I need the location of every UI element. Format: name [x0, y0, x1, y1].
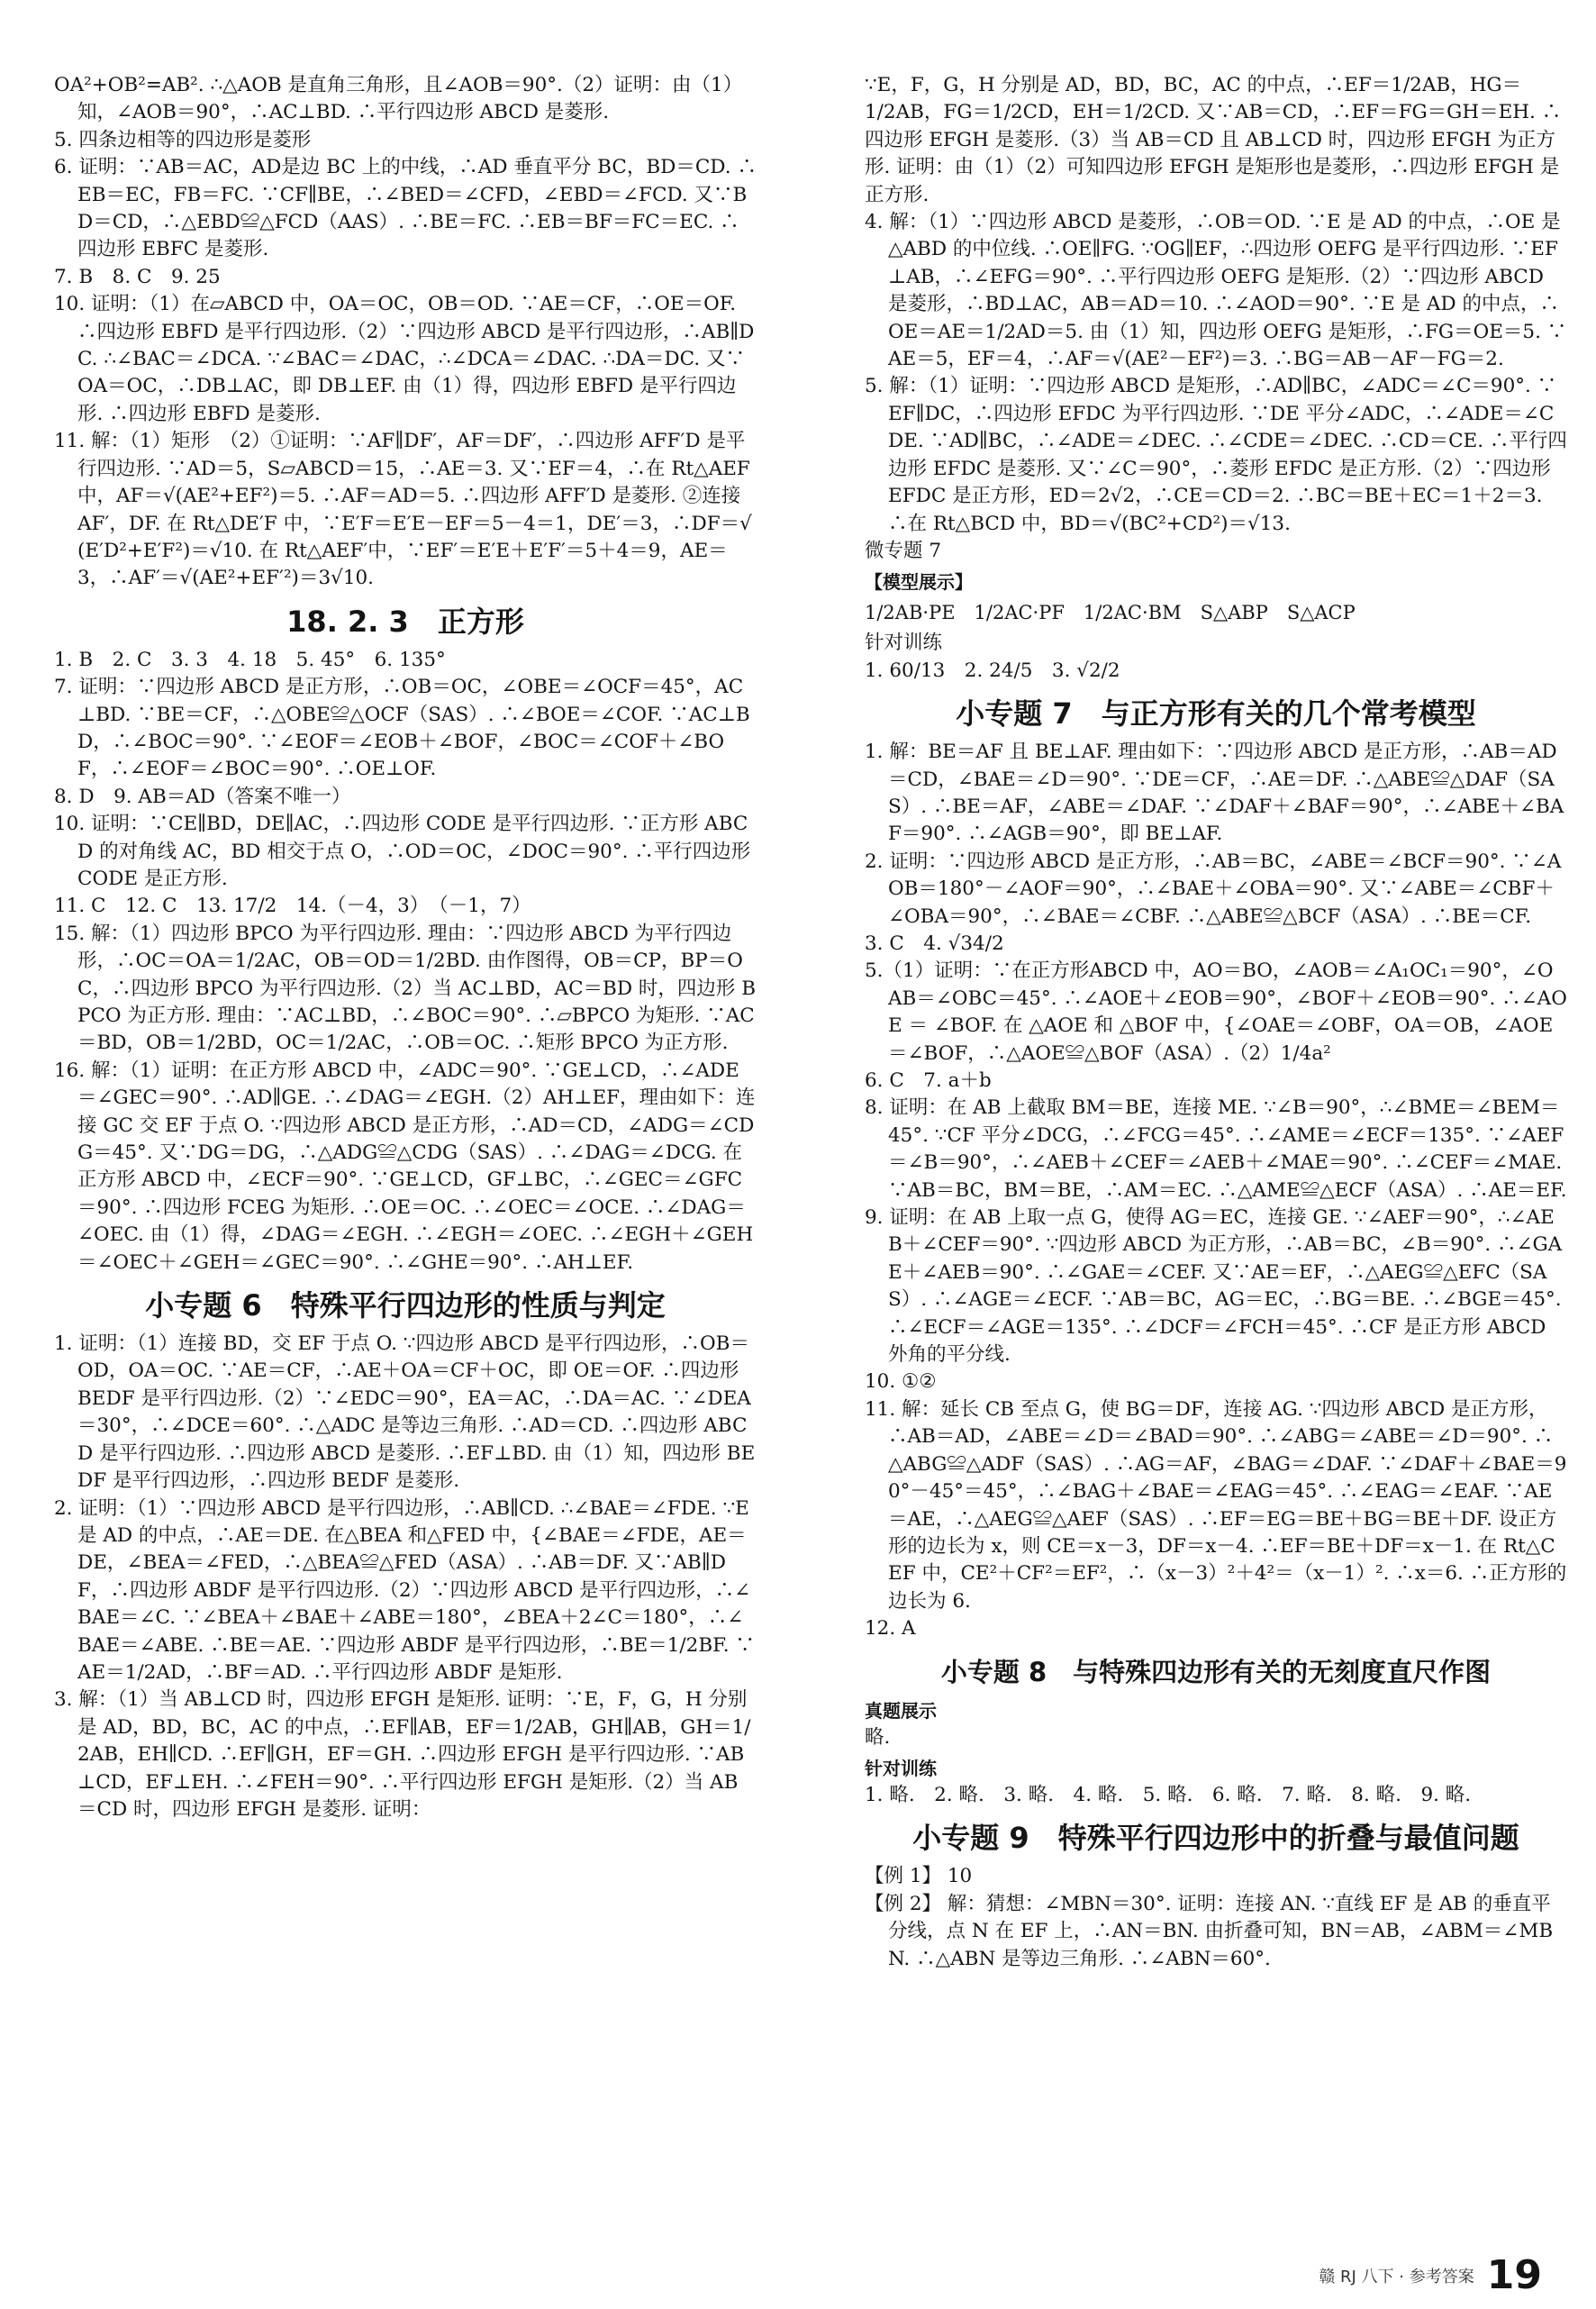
answer-item: OA²+OB²=AB². ∴△AOB 是直角三角形，且∠AOB＝90°.（2）证明：由（1）知，∠AOB＝90°，∴AC⊥BD. ∴平行四边形 ABCD 是菱形.: [54, 74, 743, 124]
answer-item: 【例 1】 10: [865, 1865, 973, 1888]
answer-item: 9. 证明：在 AB 上取一点 G，使得 AG＝EC，连接 GE. ∵∠AEF＝90°，∴∠AEB＋∠CEF＝90°. ∵四边形 ABCD 为正方形，∴AB＝BC，∠B＝90°. ∴∠GAE＋∠AEB＝90°. ∴∠GAE＝∠CEF. 又∵AE＝EF，∴△AEG≌△EFC（SAS）. ∴∠AGE＝∠ECF. ∵AB＝BC，AG＝EC，∴BG＝BE. ∴∠BGE＝45°. ∴∠ECF＝∠AGE＝135°. ∴∠DCF＝∠FCH＝45°. ∴CF 是正方形 ABCD 外角的平分线.: [865, 1206, 1568, 1367]
answer-item: 1. 60/13 2. 24/5 3. √2/2: [865, 659, 1120, 682]
answer-item: 5.（1）证明：∵在正方形ABCD 中，AO＝BO，∠AOB＝∠A₁OC₁＝90°，∠OAB＝∠OBC＝45°. ∴∠AOE＋∠EOB＝90°，∠BOF＋∠EOB＝90°. ∴∠AOE ＝ ∠BOF. 在 △AOE 和 △BOF 中，{∠OAE＝∠OBF，OA＝OB，∠AOE＝∠BOF，∴△AOE≌△BOF（ASA）.（2）1/4a²: [865, 959, 1567, 1065]
answer-item: 15. 解：（1）四边形 BPCO 为平行四边形. 理由：∵四边形 ABCD 为平行四边形，∴OC＝OA＝1/2AC，OB＝OD＝1/2BD. 由作图得，OB＝CP，BP＝OC，∴四边形 BPCO 为平行四边形.（2）当 AC⊥BD，AC＝BD 时，四边形 BPCO 为正方形. 理由：∵AC⊥BD，∴∠BOC＝90°. ∴▱BPCO 为矩形. ∵AC＝BD，OB＝1/2BD，OC＝1/2AC，∴OB＝OC. ∴矩形 BPCO 为正方形.: [54, 922, 757, 1055]
left-column: [54, 72, 757, 1823]
answer-item: 11. 解：延长 CB 至点 G，使 BG＝DF，连接 AG. ∵四边形 ABCD 是正方形，∴AB＝AD，∠ABE＝∠D＝∠BAD＝90°. ∴∠ABG＝∠ABE＝∠D＝90°. ∴△ABG≌△ADF（SAS）. ∴AG＝AF，∠BAG＝∠DAF. ∵∠DAF＋∠BAE＝90°－45°＝45°，∴∠BAG＋∠BAE＝∠EAG＝45°. ∴∠EAG＝∠EAF. ∵AE＝AE，∴△AEG≌△AEF（SAS）. ∴EF＝EG＝BE＋BG＝BE＋DF. 设正方形的边长为 x，则 CE＝x－3，DF＝x－4. ∴EF＝BE＋DF＝x－1. 在 Rt△CEF 中，CE²＋CF²＝EF²，∴（x－3）²＋4²＝（x－1）². ∴x＝6. ∴正方形的边长为 6.: [865, 1397, 1567, 1613]
section-heading: 小专题 6 特殊平行四边形的性质与判定: [145, 1288, 666, 1323]
text-paragraph: 微专题 7: [865, 539, 942, 562]
section-heading: 小专题 7 与正方形有关的几个常考模型: [956, 696, 1476, 732]
page-number: 19: [1486, 2252, 1542, 2298]
answer-item: 7. B 8. C 9. 25: [54, 265, 221, 288]
section-heading: 18. 2. 3 正方形: [286, 604, 524, 639]
answer-item: 10. ①②: [865, 1370, 937, 1394]
answer-item: 16. 解：（1）证明：在正方形 ABCD 中，∠ADC＝90°. ∵GE⊥CD，∴∠ADE＝∠GEC＝90°. ∴AD∥GE. ∴∠DAG＝∠EGH.（2）AH⊥EF，理由如下：连接 GC 交 EF 于点 O. ∵四边形 ABCD 是正方形，∴AD＝CD，∠ADG＝∠CDG＝45°. 又∵DG＝DG，∴△ADG≌△CDG（SAS）. ∴∠DAG＝∠DCG. 在正方形 ABCD 中，∠ECF＝90°. ∵GE⊥CD，GF⊥BC，∴∠GEC＝∠GFC＝90°. ∴四边形 FCEG 为矩形. ∴OE＝OC. ∴∠OEC＝∠OCE. ∴∠DAG＝∠OEC. 由（1）得，∠DAG＝∠EGH. ∴∠EGH＝∠OEC. ∴∠EGH＋∠GEH＝∠OEC＋∠GEH＝∠GEC＝90°. ∴∠GHE＝90°. ∴AH⊥EF.: [54, 1059, 756, 1274]
right-column: [865, 72, 1567, 1973]
footer-label: 赣 RJ 八下 · 参考答案: [1319, 2267, 1474, 2286]
answer-item: 1. B 2. C 3. 3 4. 18 5. 45° 6. 135°: [54, 648, 446, 671]
answer-item: 10. 证明：（1）在▱ABCD 中，OA＝OC，OB＝OD. ∵AE＝CF，∴OE＝OF. ∴四边形 EBFD 是平行四边形.（2）∵四边形 ABCD 是平行四边形，∴AB∥DC. ∴∠BAC＝∠DCA. ∵∠BAC＝∠DAC，∴∠DCA＝∠DAC. ∴DA＝DC. 又∵OA＝OC，∴DB⊥AC，即 DB⊥EF. 由（1）得，四边形 EBFD 是平行四边形. ∴四边形 EBFD 是菱形.: [54, 293, 755, 425]
answer-item: 11. C 12. C 13. 17/2 14.（－4，3） （－1，7）: [54, 895, 531, 918]
answer-item: 12. A: [865, 1617, 916, 1641]
answer-item: 4. 解：（1）∵四边形 ABCD 是菱形，∴OB＝OD. ∵E 是 AD 的中点，∴OE 是△ABD 的中位线. ∴OE∥FG. ∵OG∥EF，∴四边形 OEFG 是平行四边形. ∵EF⊥AB，∴∠EFG＝90°. ∴平行四边形 OEFG 是矩形.（2）∵四边形 ABCD 是菱形，∴BD⊥AC，AB＝AD＝10. ∴∠AOD＝90°. ∵E 是 AD 的中点，∴OE＝AE＝1/2AD＝5. 由（1）知，四边形 OEFG 是矩形，∴FG＝OE＝5. ∵AE＝5，EF＝4，∴AF＝√(AE²－EF²)＝3. ∴BG＝AB－AF－FG＝2.: [865, 211, 1567, 371]
answer-item: 5. 解：（1）证明：∵四边形 ABCD 是矩形，∴AD∥BC，∠ADC＝∠C＝90°. ∵EF∥DC，∴四边形 EFDC 为平行四边形. ∵DE 平分∠ADC，∴∠ADE＝∠CDE. ∵AD∥BC，∴∠ADE＝∠DEC. ∴∠CDE＝∠DEC. ∴CD＝CE. ∴平行四边形 EFDC 是菱形. 又∵∠C＝90°，∴菱形 EFDC 是正方形.（2）∵四边形 EFDC 是正方形，ED＝2√2，∴CE＝CD＝2. ∴BC＝BE＋EC＝1＋2＝3. ∴在 Rt△BCD 中，BD＝√(BC²+CD²)＝√13.: [865, 375, 1567, 535]
page-footer: [1319, 2252, 1542, 2298]
text-paragraph: 略.: [865, 1725, 891, 1749]
answer-item: 2. 证明：∵四边形 ABCD 是正方形，∴AB＝BC，∠ABE＝∠BCF＝90°. ∵∠AOB＝180°－∠AOF＝90°，∴∠BAE＋∠OBA＝90°. 又∵∠ABE＝∠CBF＋∠OBA＝90°，∴∠BAE＝∠CBF. ∴△ABE≌△BCF（ASA）. ∴BE＝CF.: [865, 850, 1562, 928]
answer-item: 5. 四条边相等的四边形是菱形: [54, 128, 312, 151]
subsection-label: 真题展示: [865, 1699, 937, 1722]
answer-item: 10. 证明：∵CE∥BD，DE∥AC，∴四边形 CODE 是平行四边形. ∵正方形 ABCD 的对角线 AC，BD 相交于点 O，∴OD＝OC，∠DOC＝90°. ∴平行四边形 CODE 是正方形.: [54, 813, 757, 890]
answer-item: 8. D 9. AB＝AD（答案不唯一）: [54, 785, 351, 808]
section-heading: 小专题 8 与特殊四边形有关的无刻度直尺作图: [940, 1656, 1492, 1687]
answer-item: 8. 证明：在 AB 上截取 BM＝BE，连接 ME. ∵∠B＝90°，∴∠BME＝∠BEM＝45°. ∵CF 平分∠DCG，∴∠FCG＝45°. ∴∠AME＝∠ECF＝135°. ∵∠AEF＝∠B＝90°，∴∠AEB＋∠CEF＝∠AEB＋∠MAE＝90°. ∴∠CEF＝∠MAE. ∵AB＝BC，BM＝BE，∴AM＝EC. ∴△AME≌△ECF（ASA）. ∴AE＝EF.: [865, 1096, 1569, 1202]
answer-item: 2. 证明：（1）∵四边形 ABCD 是平行四边形，∴AB∥CD. ∴∠BAE＝∠FDE. ∵E 是 AD 的中点，∴AE＝DE. 在△BEA 和△FED 中，{∠BAE＝∠FDE，AE＝DE，∠BEA＝∠FED，∴△BEA≌△FED（ASA）. ∴AB＝DF. 又∵AB∥DF，∴四边形 ABDF 是平行四边形.（2）∵四边形 ABCD 是平行四边形，∴∠BAE＝∠C. ∵∠BEA＋∠BAE＋∠ABE＝180°，∠BEA＋2∠C＝180°，∴∠BAE＝∠ABE. ∴BE＝AE. ∵四边形 ABDF 是平行四边形，∴BE＝1/2BF. ∵AE＝1/2AD，∴BF＝AD. ∴平行四边形 ABDF 是矩形.: [54, 1496, 756, 1684]
answer-item: 1. 略. 2. 略. 3. 略. 4. 略. 5. 略. 6. 略. 7. 略. 8. 略. 9. 略.: [865, 1783, 1472, 1806]
answer-item: 1. 证明：（1）连接 BD，交 EF 于点 O. ∵四边形 ABCD 是平行四边形，∴OB＝OD，OA＝OC. ∵AE＝CF，∴AE＋OA＝CF＋OC，即 OE＝OF. ∴四边形 BEDF 是平行四边形.（2）∵∠EDC＝90°，EA＝AC，∴DA＝AC. ∵∠DEA＝30°，∴∠DCE＝60°. ∴△ADC 是等边三角形. ∴AD＝CD. ∴四边形 ABCD 是平行四边形. ∴四边形 ABCD 是菱形. ∴EF⊥BD. 由（1）知，四边形 BEDF 是平行四边形，∴四边形 BEDF 是菱形.: [54, 1332, 756, 1493]
subsection-label: 针对训练: [865, 1757, 937, 1779]
answer-item: 7. 证明：∵四边形 ABCD 是正方形，∴OB＝OC，∠OBE＝∠OCF＝45°，AC⊥BD. ∵BE＝CF，∴△OBE≌△OCF（SAS）. ∴∠BOE＝∠COF. ∵AC⊥BD，∴∠BOC＝90°. ∵∠EOF＝∠EOB＋∠BOF，∠BOC＝∠COF＋∠BOF，∴∠EOF＝∠BOC＝90°. ∴OE⊥OF.: [54, 676, 750, 781]
text-paragraph: 针对训练: [865, 632, 943, 655]
answer-item: 3. C 4. √34/2: [865, 932, 1004, 955]
answer-item: 11. 解：（1）矩形 （2）①证明：∵AF∥DF′，AF＝DF′，∴四边形 AFF′D 是平行四边形. ∵AD＝5，S▱ABCD＝15，∴AE＝3. 又∵EF＝4，∴在 Rt△AEF 中，AF＝√(AE²+EF²)＝5. ∴AF＝AD＝5. ∴四边形 AFF′D 是菱形. ②连接 AF′，DF. 在 Rt△DE′F 中，∵E′F＝E′E－EF＝5－4＝1，DE′＝3，∴DF＝√(E′D²+E′F²)＝√10. 在 Rt△AEF′中，∵EF′＝E′E＋E′F′＝5＋4＝9，AE＝3，∴AF′＝√(AE²+EF′²)＝3√10.: [54, 430, 757, 590]
text-paragraph: ∵E，F，G，H 分别是 AD，BD，BC，AC 的中点，∴EF＝1/2AB，HG＝1/2AB，FG＝1/2CD，EH＝1/2CD. 又∵AB＝CD，∴EF＝FG＝GH＝EH. ∴四边形 EFGH 是菱形.（3）当 AB＝CD 且 AB⊥CD 时，四边形 EFGH 为正方形. 证明：由（1）（2）可知四边形 EFGH 是矩形也是菱形，∴四边形 EFGH 是正方形.: [865, 74, 1562, 206]
answer-item: 1. 解：BE＝AF 且 BE⊥AF. 理由如下：∵四边形 ABCD 是正方形，∴AB＝AD＝CD，∠BAE＝∠D＝90°. ∵DE＝CF，∴AE＝DF. ∴△ABE≌△DAF（SAS）. ∴BE＝AF，∠ABE＝∠DAF. ∵∠DAF＋∠BAF＝90°，∴∠ABE＋∠BAF＝90°. ∴∠AGB＝90°，即 BE⊥AF.: [865, 741, 1564, 846]
answer-item: 3. 解：（1）当 AB⊥CD 时，四边形 EFGH 是矩形. 证明：∵E，F，G，H 分别是 AD，BD，BC，AC 的中点，∴EF∥AB，EF＝1/2AB，GH∥AB，GH＝1/2AB，EH∥CD. ∴EF∥GH，EF＝GH. ∴四边形 EFGH 是平行四边形. ∵AB⊥CD，EF⊥EH. ∴∠FEH＝90°. ∴平行四边形 EFGH 是矩形.（2）当 AB＝CD 时，四边形 EFGH 是菱形. 证明：: [54, 1688, 751, 1821]
answer-item: 【例 2】 解：猜想：∠MBN＝30°. 证明：连接 AN. ∵直线 EF 是 AB 的垂直平分线，点 N 在 EF 上，∴AN＝BN. 由折叠可知，BN＝AB，∠ABM＝∠MBN. ∴△ABN 是等边三角形. ∴∠ABN＝60°.: [865, 1892, 1554, 1970]
answer-item: 6. 证明：∵AB＝AC，AD是边 BC 上的中线，∴AD 垂直平分 BC，BD＝CD. ∴EB＝EC，FB＝FC. ∵CF∥BE，∴∠BED＝∠CFD，∠EBD＝∠FCD. 又∵BD＝CD，∴△EBD≌△FCD（AAS）. ∴BE＝FC. ∴EB＝BF＝FC＝EC. ∴四边形 EBFC 是菱形.: [54, 156, 757, 261]
answer-item: 6. C 7. a＋b: [865, 1069, 992, 1092]
subsection-label: 【模型展示】: [865, 571, 973, 594]
model-formula-row: 1/2AB·PE 1/2AC·PF 1/2AC·BM S△ABP S△ACP: [865, 602, 1356, 624]
section-heading: 小专题 9 特殊平行四边形中的折叠与最值问题: [912, 1821, 1519, 1856]
